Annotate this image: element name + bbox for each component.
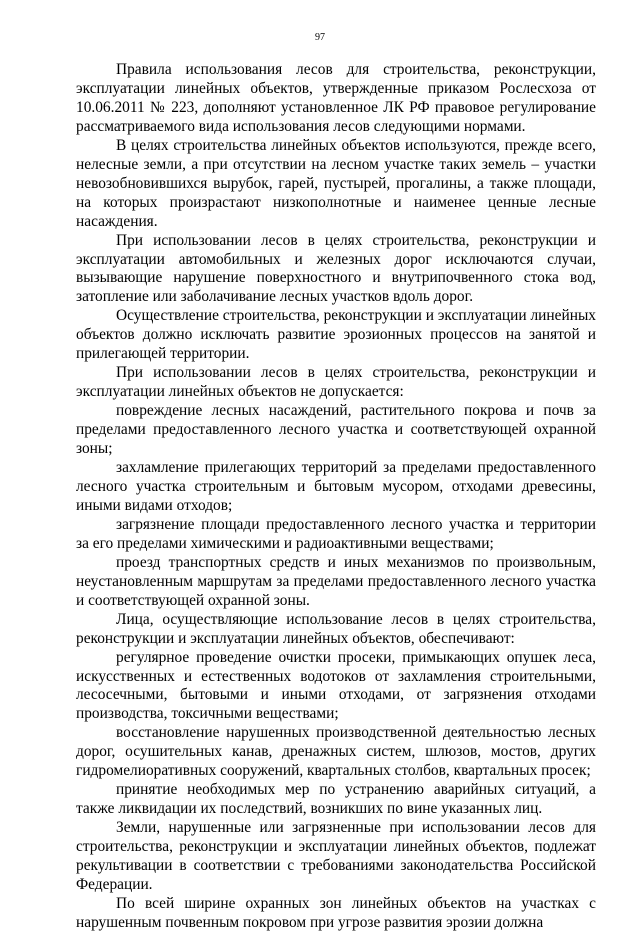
paragraph: По всей ширине охранных зон линейных объектов на участках с нарушенным почвенным покровом при угрозе развития эрозии должна (76, 894, 596, 931)
paragraph: В целях строительства линейных объектов используются, прежде всего, нелесные земли, а при отсутствии на лесном участке таких земель – участки невозобновившихся вырубок, гарей, пустырей, прогалины, а также площади, на которых произрастают низкополнотные и наименее ценные лесные насаждения. (76, 136, 596, 230)
paragraph: При использовании лесов в целях строительства, реконструкции и эксплуатации линейных объектов не допускается: (76, 364, 596, 401)
list-item: захламление прилегающих территорий за пределами предоставленного лесного участка строительным и бытовым мусором, отходами древесины, иными видами отходов; (76, 459, 596, 514)
page-number: 97 (315, 32, 325, 43)
list-item: принятие необходимых мер по устранению аварийных ситуаций, а также ликвидации их последствий, возникших по вине указанных лиц. (76, 781, 596, 818)
paragraph: Земли, нарушенные или загрязненные при использовании лесов для строительства, реконструкции и эксплуатации линейных объектов, подлежат рекультивации в соответствии с требованиями законодательства Российской Федерации. (76, 819, 596, 893)
paragraph: Осуществление строительства, реконструкции и эксплуатации линейных объектов должно исключать развитие эрозионных процессов на занятой и прилегающей территории. (76, 307, 596, 363)
list-item: восстановление нарушенных производственной деятельностью лесных дорог, осушительных канав, дренажных систем, шлюзов, мостов, других гидромелиоративных сооружений, квартальных столбов, квартальных просек; (76, 724, 596, 780)
list-item: загрязнение площади предоставленного лесного участка и территории за его пределами химическими и радиоактивными веществами; (76, 515, 596, 552)
list-item: регулярное проведение очистки просеки, примыкающих опушек леса, искусственных и естественных водотоков от захламления строительными, лесосечными, бытовыми и иными отходами, от загрязнения отходами производства, токсичными веществами; (76, 648, 596, 723)
body-text (76, 61, 596, 933)
list-item: повреждение лесных насаждений, растительного покрова и почв за пределами предоставленного лесного участка и соответствующей охранной зоны; (76, 402, 596, 458)
paragraph: Правила использования лесов для строительства, реконструкции, эксплуатации линейных объектов, утвержденные приказом Рослесхоза от 10.06.2011 № 223, дополняют установленное ЛК РФ правовое регулирование рассматриваемого вида использования лесов следующими нормами. (76, 61, 596, 135)
paragraph: Лица, осуществляющие использование лесов в целях строительства, реконструкции и эксплуатации линейных объектов, обеспечивают: (76, 610, 596, 647)
paragraph: При использовании лесов в целях строительства, реконструкции и эксплуатации автомобильных и железных дорог исключаются случаи, вызывающие нарушение поверхностного и внутрипочвенного стока вод, затопление или заболачивание лесных участков вдоль дорог. (76, 231, 596, 306)
list-item: проезд транспортных средств и иных механизмов по произвольным, неустановленным маршрутам за пределами предоставленного лесного участка и соответствующей охранной зоны. (76, 553, 596, 609)
